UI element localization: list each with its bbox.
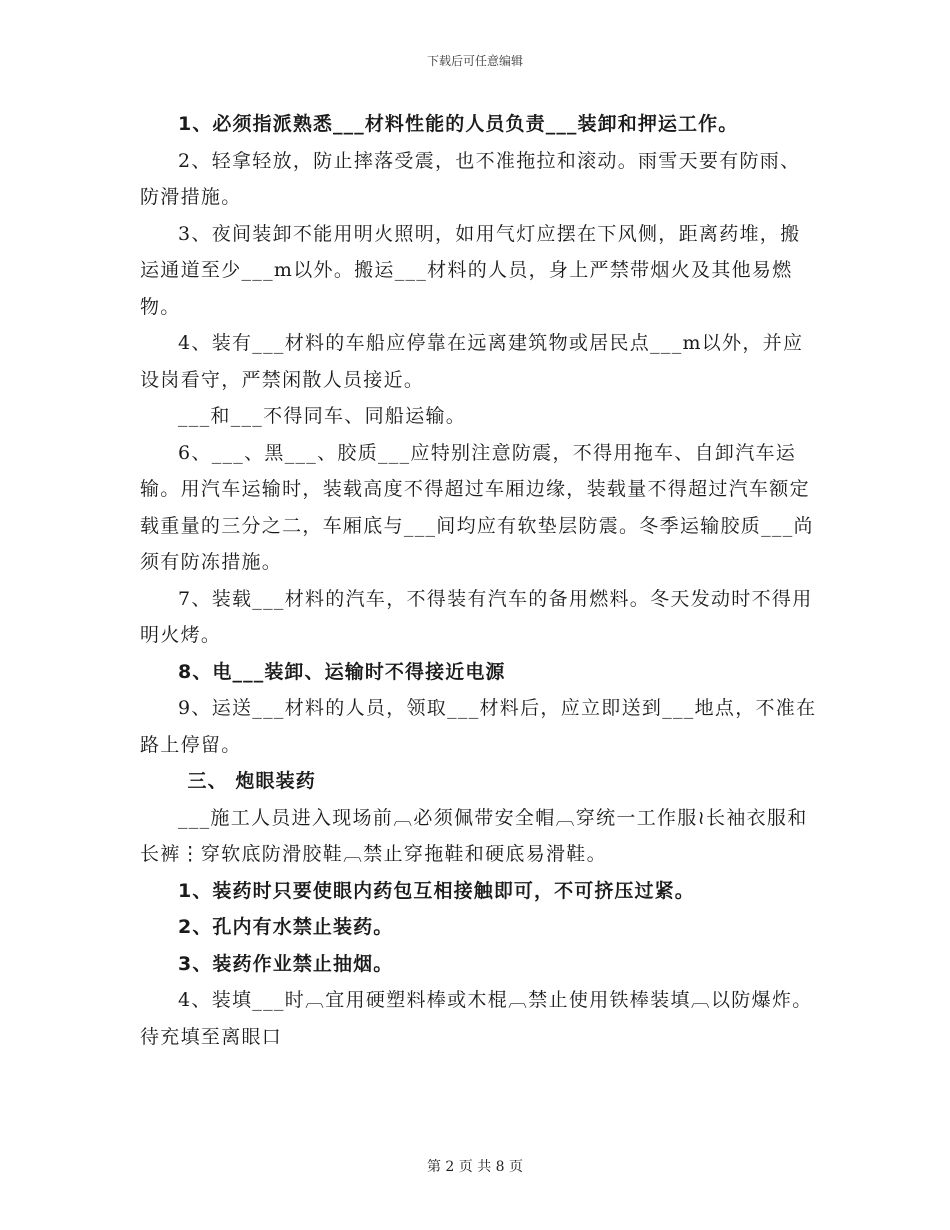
paragraph-15: 4、装填___时︹宜用硬塑料棒或木棍︹禁止使用铁棒装填︹以防爆炸。待充填至离眼口 <box>140 989 813 1048</box>
paragraph-14: 3、装药作业禁止抽烟。 <box>178 952 394 975</box>
paragraph-2: 2、轻拿轻放，防止摔落受震，也不准拖拉和滚动。雨雪天要有防雨、防滑措施。 <box>140 149 801 208</box>
paragraph-1: 1、必须指派熟悉___材料性能的人员负责___装卸和押运工作。 <box>178 113 739 135</box>
document-body <box>140 106 820 1055</box>
header-note: 下载后可任意编辑 <box>426 54 523 68</box>
paragraph-9: 9、运送___材料的人员，领取___材料后，应立即送到___地点，不准在路上停留。 <box>140 697 817 756</box>
paragraph-7: 7、装载___材料的汽车，不得装有汽车的备用燃料。冬天发动时不得用明火烤。 <box>140 587 813 646</box>
page-number: 第 2 页 共 8 页 <box>426 1159 524 1175</box>
paragraph-5: ___和___不得同车、同船运输。 <box>178 405 467 427</box>
paragraph-8: 8、电___装卸、运输时不得接近电源 <box>178 660 506 683</box>
paragraph-6: 6、___、黑___、胶质___应特别注意防震，不得用拖车、自卸汽车运输。用汽车运输时，装载高度不得超过车厢边缘，装载量不得超过汽车额定载重量的三分之二，车厢底与___间均应有软垫层防震。冬季运输胶质___尚须有防冻措施。 <box>140 441 814 573</box>
paragraph-4: 4、装有___材料的车船应停靠在远离建筑物或居民点___m以外，并应设岗看守，严禁闲散人员接近。 <box>140 332 804 391</box>
paragraph-13: 2、孔内有水禁止装药。 <box>178 916 394 938</box>
paragraph-3: 3、夜间装卸不能用明火照明，如用气灯应摆在下风侧，距离药堆，搬运通道至少___m以外。搬运___材料的人员，身上严禁带烟火及其他易燃物。 <box>140 222 801 318</box>
paragraph-11: ___施工人员进入现场前︹必须佩带安全帽︹穿统一工作服≀长袖衣服和长裤⋮穿软底防滑胶鞋︹禁止穿拖鞋和硬底易滑鞋。 <box>140 806 808 865</box>
section-heading: 三、 炮眼装药 <box>187 770 316 792</box>
paragraph-12: 1、装药时只要使眼内药包互相接触即可，不可挤压过紧。 <box>178 879 695 902</box>
